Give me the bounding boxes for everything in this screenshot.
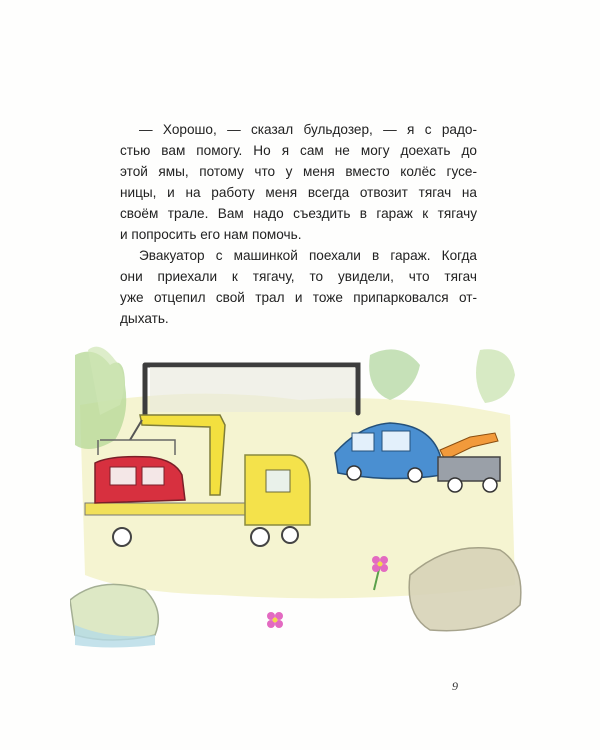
text-line: ницы, и на работу меня всегда отвозит тягач на (120, 185, 477, 200)
right-tree (476, 349, 515, 403)
red-car-body (95, 457, 185, 503)
garage-wall (150, 367, 355, 412)
truck-window (266, 470, 290, 492)
grey-truck-wheel (483, 478, 497, 492)
text-line: своём трале. Вам надо съездить в гараж к тягачу (120, 206, 477, 221)
red-car-window (142, 467, 164, 485)
text-line: они приехали к тягачу, то увидели, что тягач (120, 269, 477, 284)
red-car-window (110, 467, 136, 485)
paragraph-2 (120, 245, 477, 329)
blue-car-wheel (408, 468, 422, 482)
crayon-illustration (70, 345, 530, 650)
right-bush (369, 349, 420, 400)
truck-wheel (282, 527, 298, 543)
flower (267, 612, 283, 628)
paragraph-1 (120, 119, 477, 245)
truck-wheel (113, 528, 131, 546)
blue-car-window (382, 431, 410, 451)
text-line: дыхать. (120, 311, 169, 326)
blue-car-wheel (347, 466, 361, 480)
story-text (120, 119, 477, 329)
text-line: уже отцепил свой трал и тоже припарковался от- (120, 290, 477, 305)
text-line: стью вам помогу. Но я сам не могу доехать до (120, 143, 477, 158)
text-line: Эвакуатор с машинкой поехали в гараж. Когда (139, 248, 477, 263)
blue-car-window (352, 433, 374, 451)
grey-truck-wheel (448, 478, 462, 492)
truck-wheel (251, 528, 269, 546)
text-line: — Хорошо, — сказал бульдозер, — я с радо- (139, 122, 477, 137)
text-line: и попросить его нам помочь. (120, 227, 302, 242)
text-line: этой ямы, потому что у меня вместо колёс гусе- (120, 164, 477, 179)
page-number: 9 (452, 679, 458, 693)
